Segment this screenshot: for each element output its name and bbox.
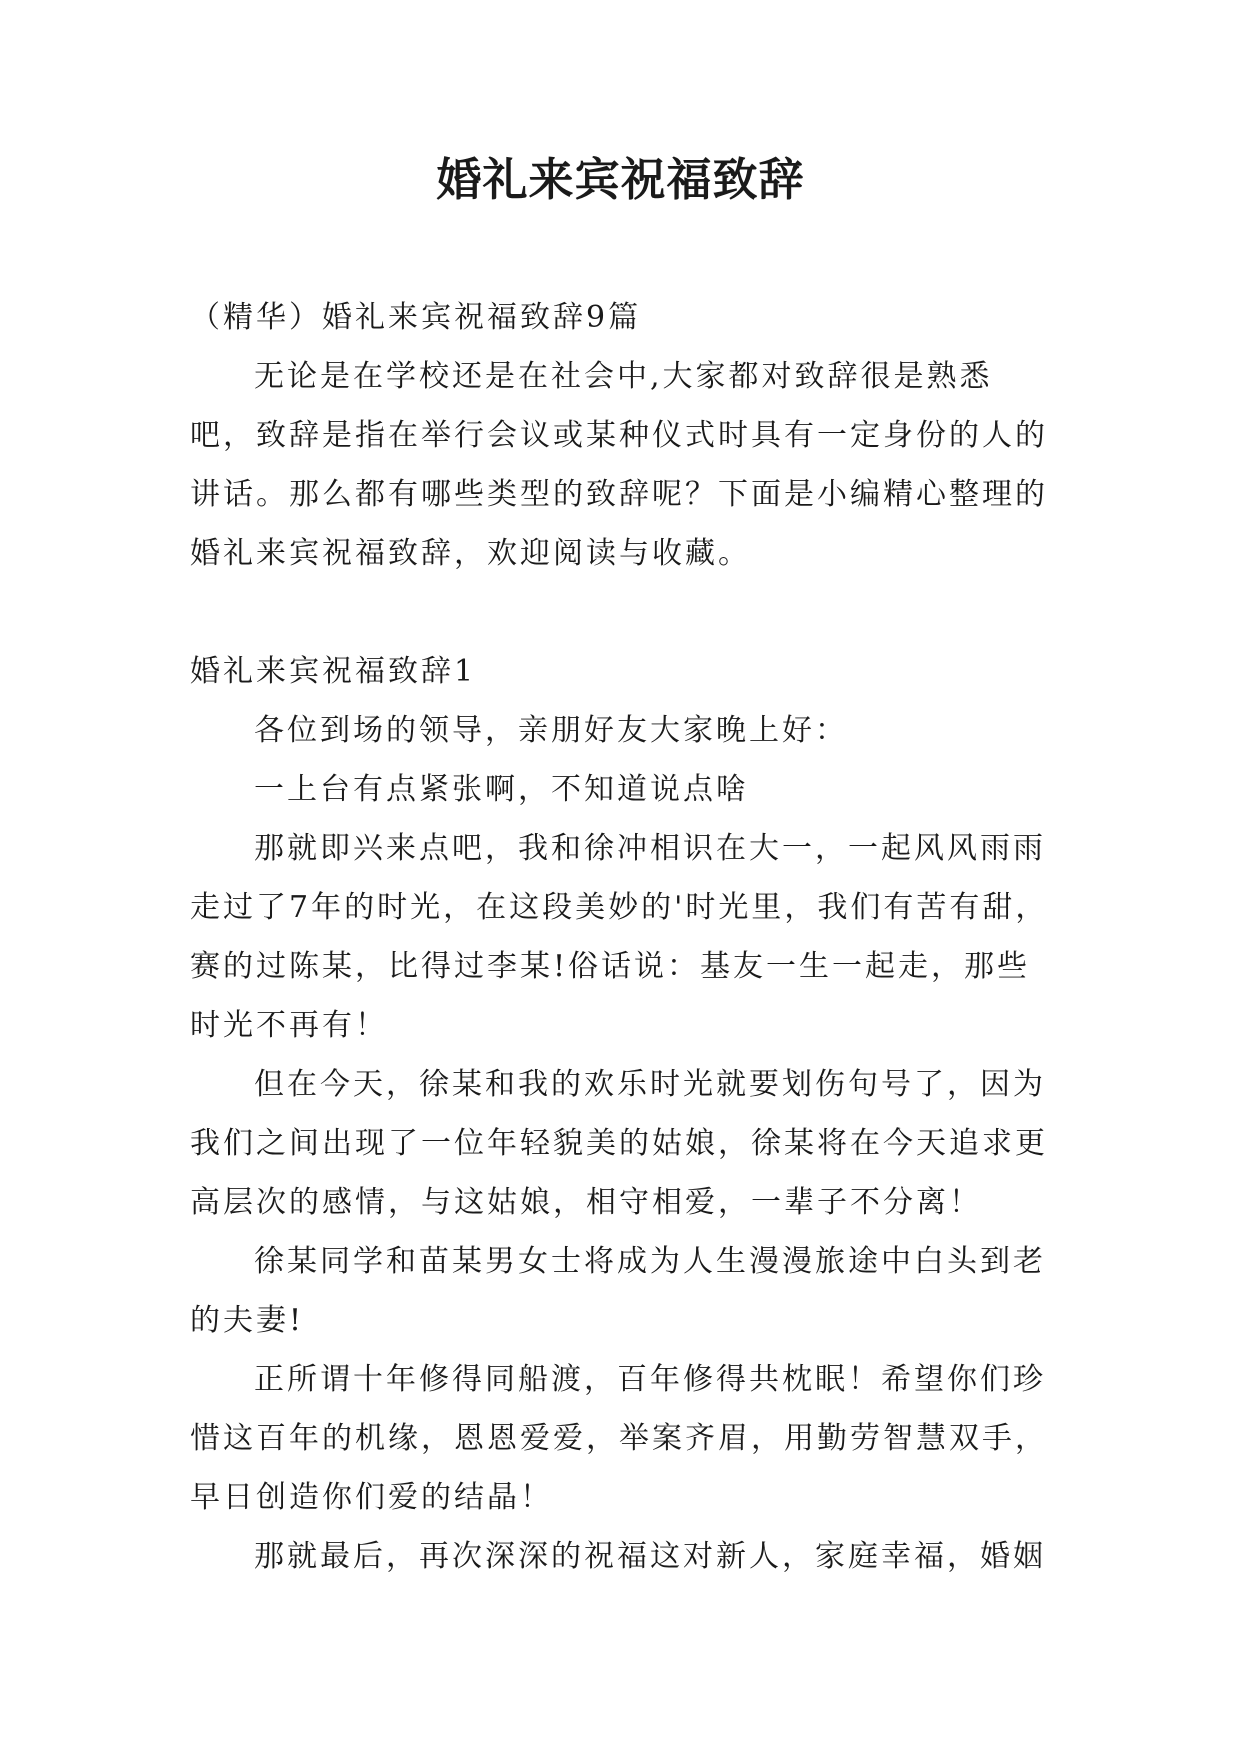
body-paragraph: 各位到场的领导，亲朋好友大家晚上好： <box>254 713 848 748</box>
body-paragraph: 那就最后，再次深深的祝福这对新人，家庭幸福，婚姻 <box>254 1539 1046 1574</box>
document-body <box>190 288 1050 1586</box>
section-heading: 婚礼来宾祝福致辞1 <box>190 654 477 689</box>
document-subtitle: （精华）婚礼来宾祝福致辞9篇 <box>190 300 642 335</box>
paragraph-spacer <box>190 583 1050 642</box>
body-paragraph: 但在今天，徐某和我的欢乐时光就要划伤句号了，因为我们之间出现了一位年轻貌美的姑娘，徐某将在今天追求更高层次的感情，与这姑娘，相守相爱，一辈子不分离！ <box>190 1067 1048 1220</box>
body-paragraph: 一上台有点紧张啊，不知道说点啥 <box>254 772 749 807</box>
body-paragraph: 正所谓十年修得同船渡，百年修得共枕眠！希望你们珍惜这百年的机缘，恩恩爱爱，举案齐眉，用勤劳智慧双手，早日创造你们爱的结晶！ <box>190 1362 1048 1515</box>
body-paragraph: 徐某同学和苗某男女士将成为人生漫漫旅途中白头到老的夫妻! <box>190 1244 1046 1338</box>
document-title: 婚礼来宾祝福致辞 <box>436 153 805 206</box>
intro-paragraph: 无论是在学校还是在社会中,大家都对致辞很是熟悉吧，致辞是指在举行会议或某种仪式时具有一定身份的人的讲话。那么都有哪些类型的致辞呢？下面是小编精心整理的婚礼来宾祝福致辞，欢迎阅读与收藏。 <box>190 359 1048 571</box>
body-paragraph: 那就即兴来点吧，我和徐冲相识在大一，一起风风雨雨走过了7年的时光，在这段美妙的'时光里，我们有苦有甜，赛的过陈某，比得过李某!俗话说：基友一生一起走，那些时光不再有！ <box>190 831 1049 1043</box>
